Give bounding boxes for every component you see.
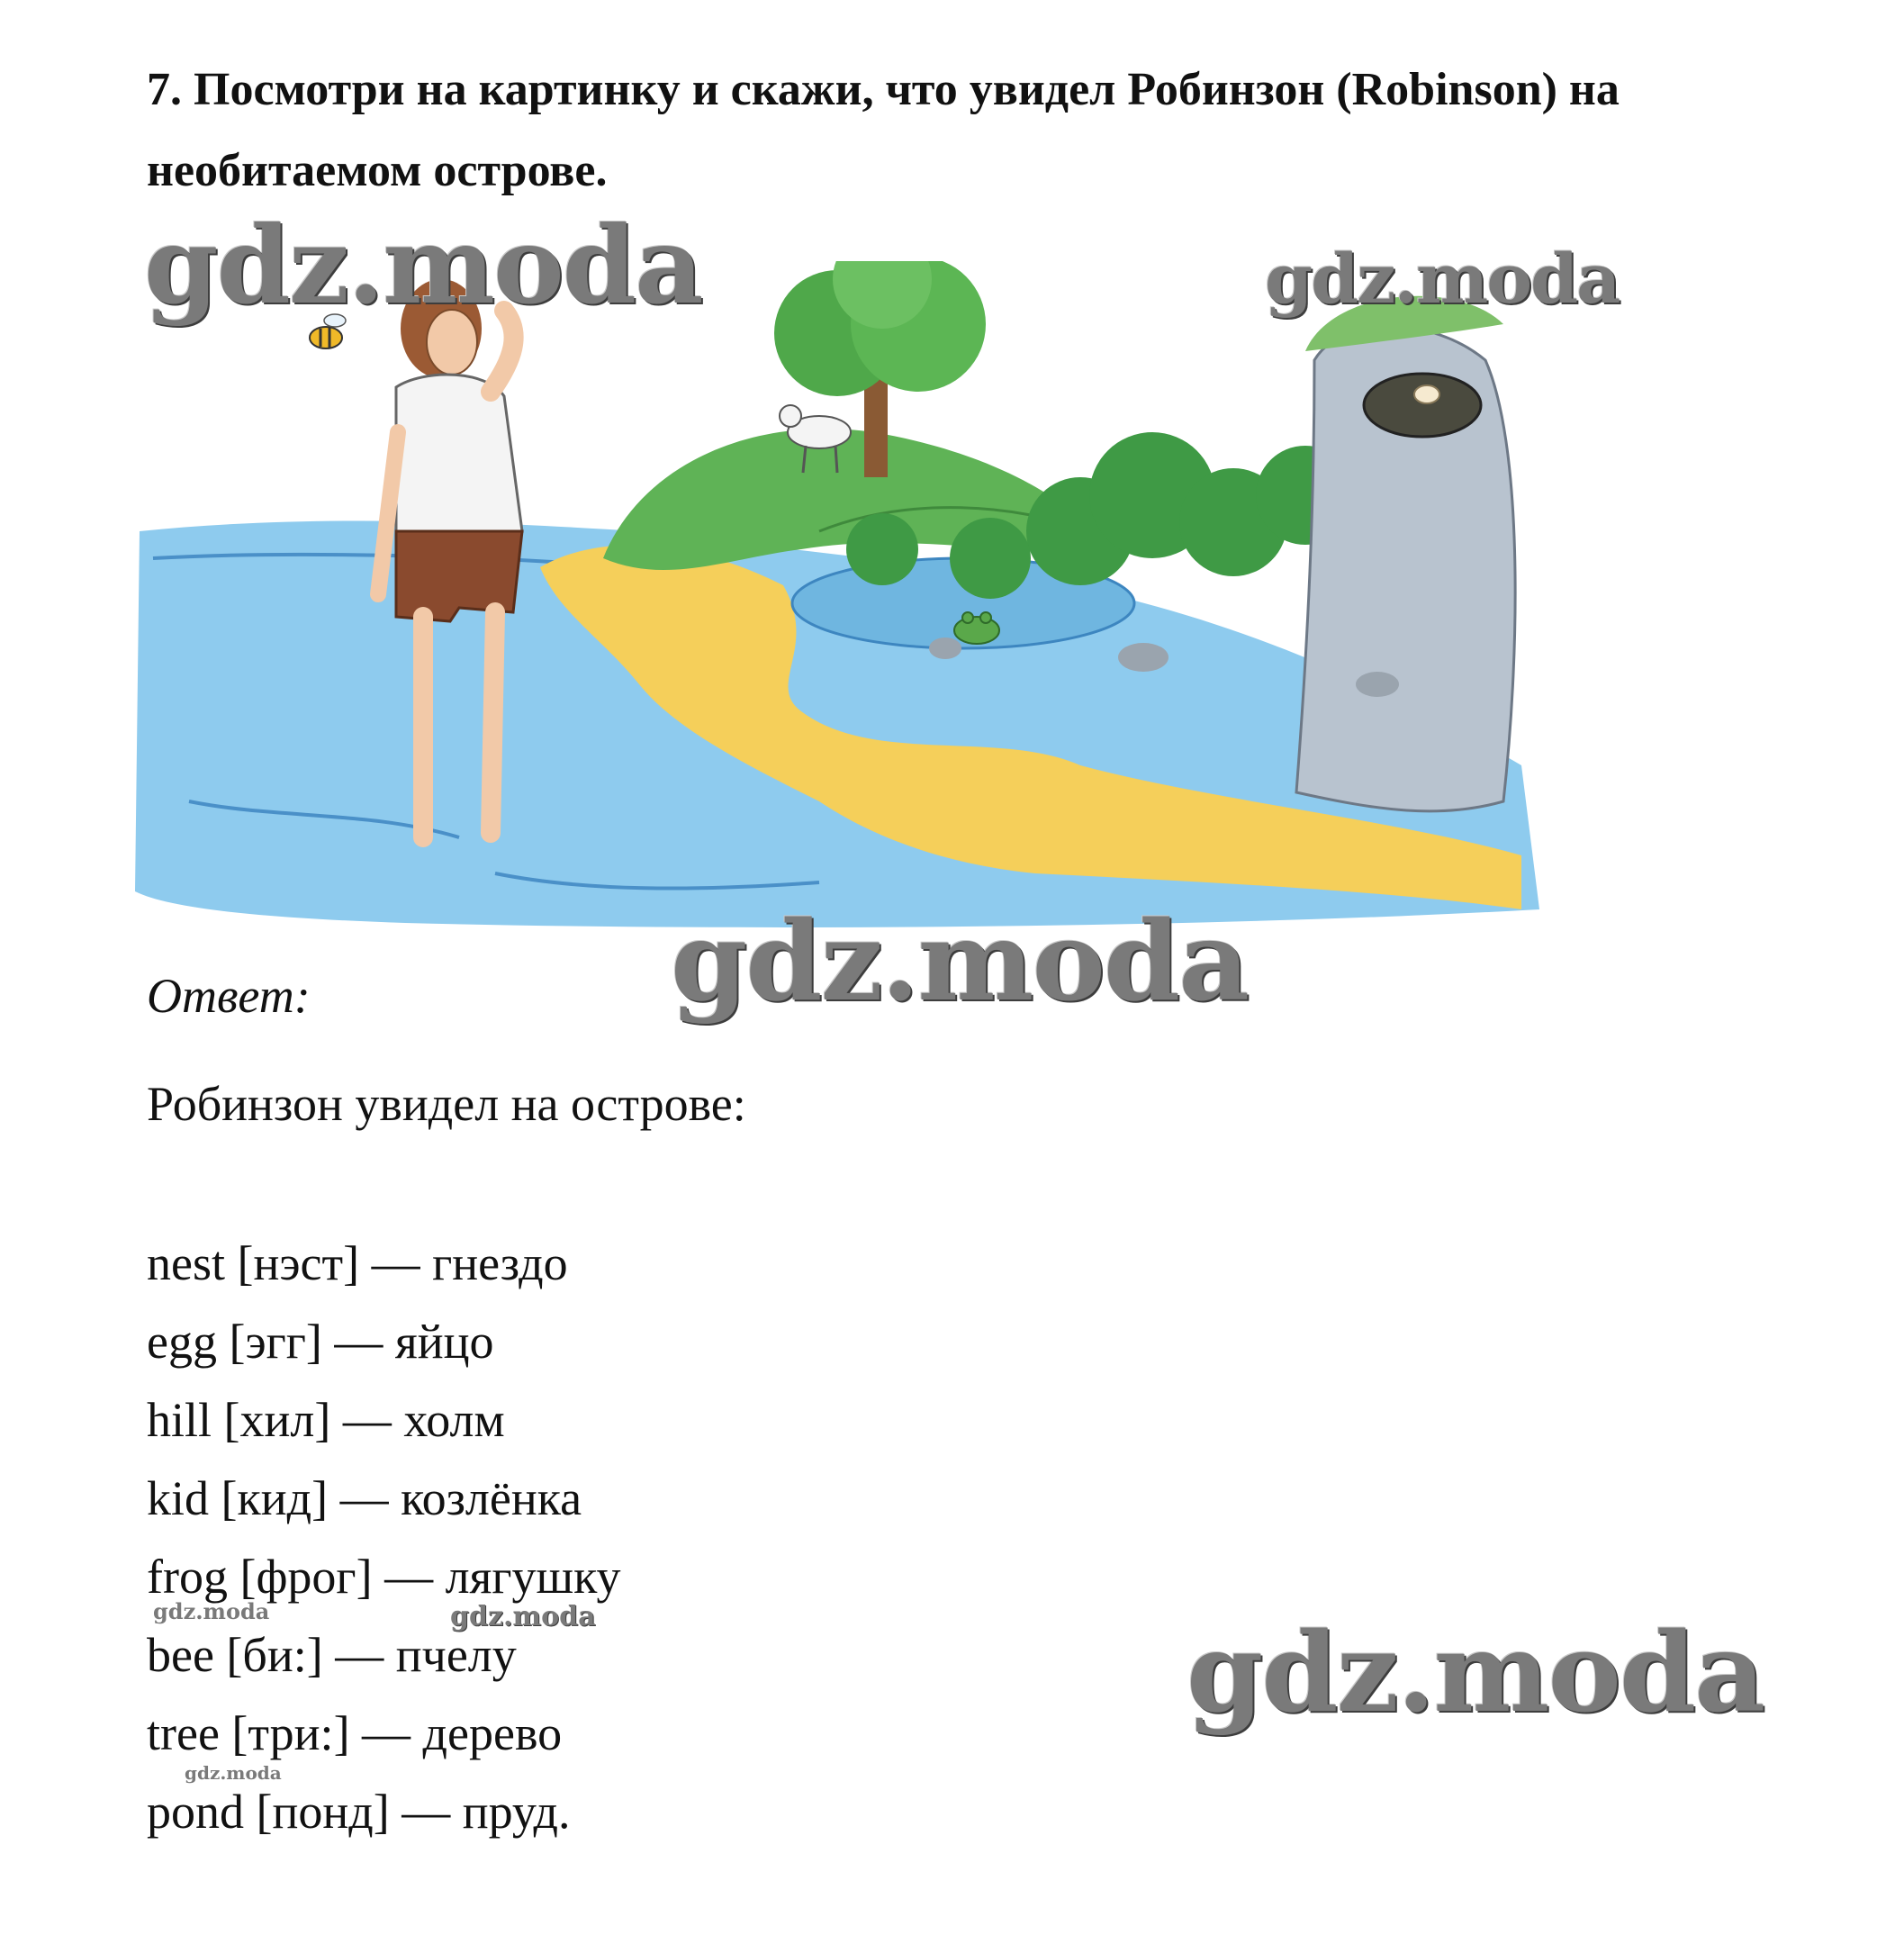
watermark: gdz.moda	[671, 896, 1249, 1026]
list-item: frog [фрог] — лягушку	[147, 1550, 621, 1604]
watermark: gdz.moda	[144, 203, 702, 328]
list-item: pond [понд] — пруд.	[147, 1785, 571, 1839]
nest	[1364, 374, 1481, 437]
answer-intro: Робинзон увидел на острове:	[147, 1077, 746, 1131]
watermark: gdz.moda	[1265, 239, 1620, 319]
task-title: 7. Посмотри на картинку и скажи, что увидел Робинзон (Robinson) на необитаемом острове.	[147, 64, 1620, 196]
answer-label: Ответ:	[147, 969, 311, 1023]
list-item: bee [би:] — пчелу	[147, 1628, 517, 1682]
list-item: tree [три:] — дерево	[147, 1706, 563, 1760]
island-illustration	[135, 261, 1539, 936]
watermark: gdz.moda	[450, 1601, 596, 1632]
watermark: gdz.moda	[1187, 1607, 1764, 1737]
list-item: kid [кид] — козлёнка	[147, 1471, 582, 1525]
vocabulary-list	[147, 1225, 621, 1851]
egg	[1414, 385, 1439, 403]
list-item: hill [хил] — холм	[147, 1393, 505, 1447]
list-item: nest [нэст] — гнездо	[147, 1236, 568, 1290]
watermark: gdz.moda	[153, 1598, 270, 1624]
watermark: gdz.moda	[185, 1762, 282, 1784]
list-item: egg [эгг] — яйцо	[147, 1315, 494, 1369]
